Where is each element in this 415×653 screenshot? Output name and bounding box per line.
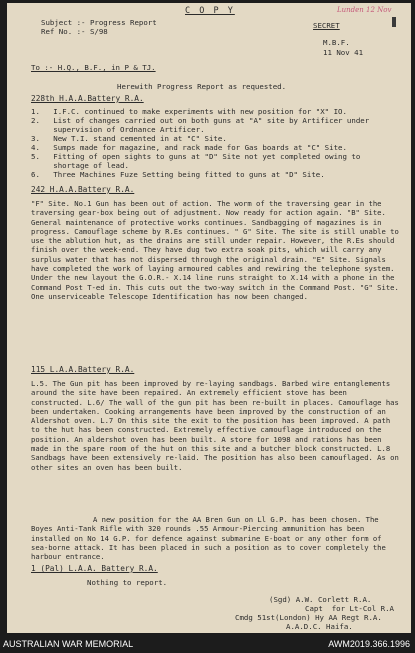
ref-line: Ref No. :- S/98: [41, 27, 108, 36]
signature-line: Cmdg 51st(London) Hy AA Regt R.A.: [235, 613, 382, 622]
footer-accession-number: AWM2019.366.1996: [328, 639, 410, 649]
origin-label: M.B.F.: [323, 38, 350, 47]
subject-line: Subject :- Progress Report: [41, 18, 157, 27]
list-item: shortage of lead.: [31, 161, 129, 170]
signature-line: (Sgd) A.W. Corlett R.A.: [269, 595, 372, 604]
section-heading-115: 115 L.A.A.Battery R.A.: [31, 365, 135, 374]
copy-label: C O P Y: [185, 6, 235, 16]
list-item: 1. I.F.C. continued to make experiments with new position for "X" IO.: [31, 107, 347, 116]
signature-line: A.A.D.C. Haifa.: [286, 622, 353, 631]
date-label: 11 Nov 41: [323, 48, 364, 57]
section-heading-1pal: 1 (Pal) L.A.A. Battery R.A.: [31, 564, 158, 573]
classification-label: SECRET: [313, 21, 340, 30]
handwritten-note: Lunden 12 Nov: [337, 6, 392, 14]
list-item: 5. Fitting of open sights to guns at "D" Site not yet completed owing to: [31, 152, 361, 161]
list-item: 6. Three Machines Fuze Setting being fitted to guns at "D" Site.: [31, 170, 325, 179]
section-heading-228: 228th H.A.A.Battery R.A.: [31, 94, 144, 103]
list-item: 4. Sumps made for magazine, and rack made for Gas boards at "C" Site.: [31, 143, 347, 152]
binder-hole-mark: [392, 17, 396, 27]
footer-institution: AUSTRALIAN WAR MEMORIAL: [3, 639, 134, 649]
intro-line: Herewith Progress Report as requested.: [117, 82, 287, 91]
section-body-115-extra: A new position for the AA Bren Gun on Ll G.P. has been chosen. The Boyes Anti-Tank Rifle with 320 rounds .55 Armour-Piercing ammunition has been installed on No 14 G.P. for defence against submarine E-boat or any other form of sea-borne attack. It has been placed in such a position as to cover completely the harbour entrance.: [31, 515, 386, 562]
section-body-242: "F" Site. No.1 Gun has been out of action. The worm of the traversing gear in the traversing gear-box being out of adjustment. Now ready for action again. "B" Site. General maintenance of protective works continues. Sandbagging of magazines is in progress. Camouflage scheme by R.Es continues. " G" Site. The site is still unable to use the ablution hut, as the drains are still under repair. However, the R.Es should finish over the week-end. They have dug two extra soak pits, which will carry any surplus water that has not dispersed through the original drain. "E" Site. Signals have completed the work of laying armoured cables and rewiring the telephone system. Under the new layout the G.O.R.- X.14 line runs straight to X.14 with a phone in the Command Post T-ed in. This cuts out the two-way switch in the Command Post. "G" Site. One unserviceable Telescope Identification has now been changed.: [31, 199, 399, 301]
section-body-115: L.5. The Gun pit has been improved by re-laying sandbags. Barbed wire entanglements around the site have been repaired. An extremely efficient stove has been constructed. L.6/ The wall of the gun pit has been re-built in places. Camouflage has been undertaken. Cooking arrangements have been improved by the construction of an Aldershot oven. L.7 On this site the exit to the position has been improved. A path to the hut has been constructed. Extremely effective camouflage introduced on the position. An aldershot oven has been built. A store for 1098 and rations has been made in the spare room of the hut on this site and a butcher block constructed. L.8 Sandbags have been extensively re-laid. The position has also been camouflaged. As on other sites an oven has been built.: [31, 379, 399, 472]
list-item: supervision of Ordnance Artificer.: [31, 125, 205, 134]
document-page: [7, 3, 411, 633]
list-item: 2. List of changes carried out on both guns at "A" site by Artificer under: [31, 116, 370, 125]
section-heading-242: 242 H.A.A.Battery R.A.: [31, 185, 135, 194]
archive-footer: [0, 636, 415, 653]
section-body-1pal: Nothing to report.: [87, 578, 168, 587]
signature-line: Capt for Lt-Col R.A: [305, 604, 394, 613]
to-line: To :- H.Q., B.F., in P & TJ.: [31, 63, 156, 72]
list-item: 3. New T.I. stand cemented in at "C" Site.: [31, 134, 227, 143]
